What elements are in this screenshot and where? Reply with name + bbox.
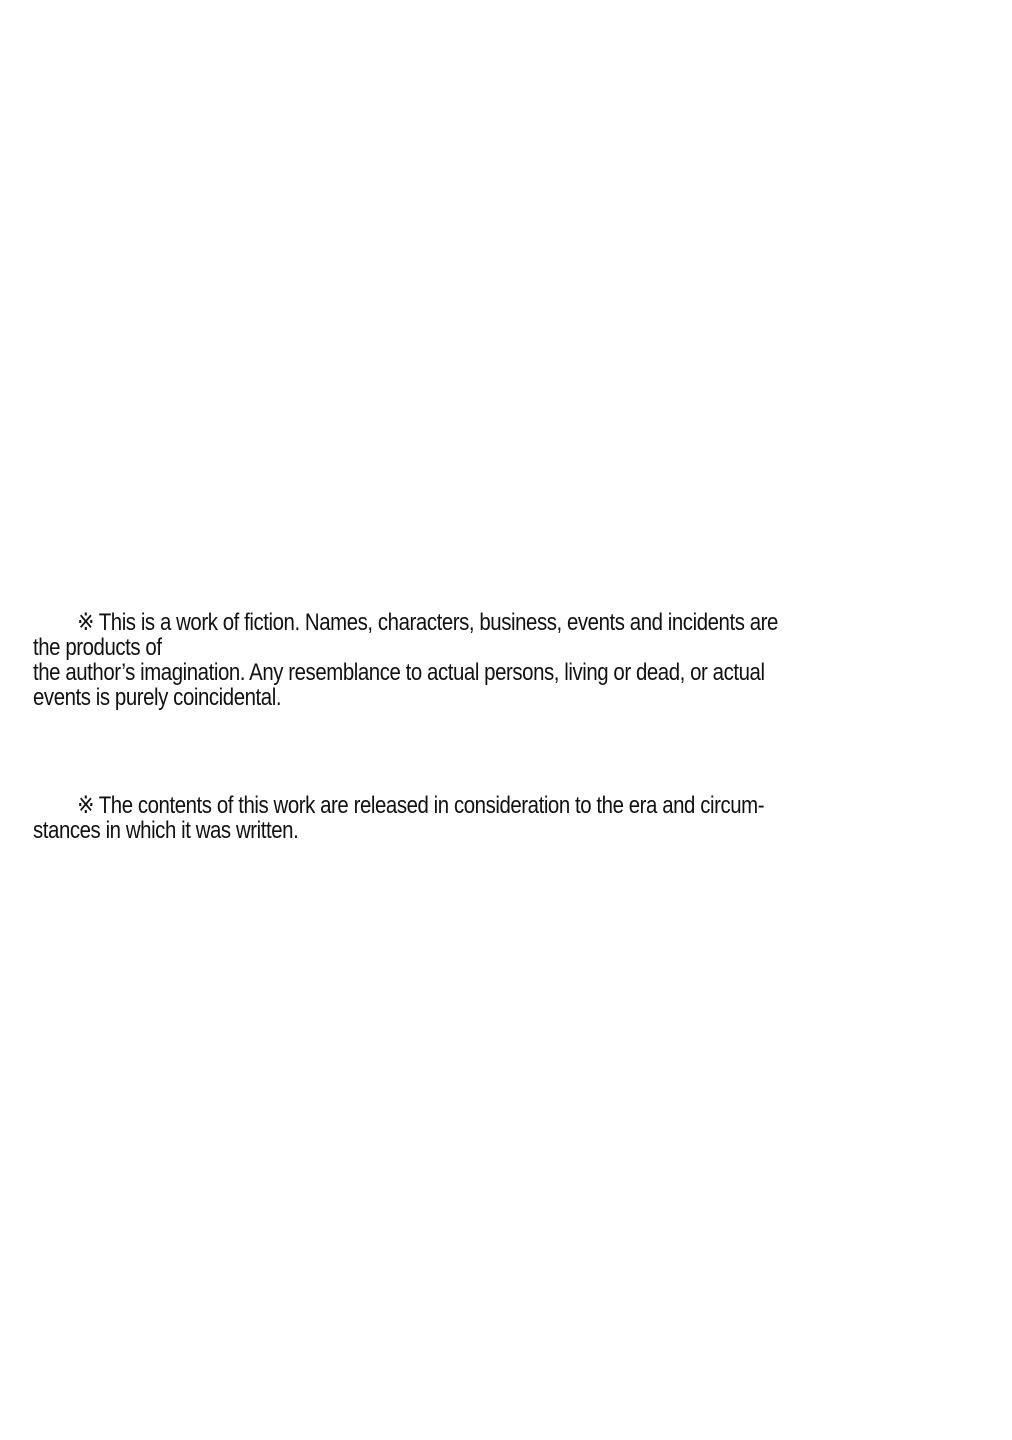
fiction-disclaimer-paragraph [33,610,849,710]
text-line: the author’s imagination. Any resemblance to actual persons, living or dead, or actual [33,659,765,686]
text-line: stances in which it was written. [33,817,299,844]
text-line: events is purely coincidental. [33,684,282,711]
text-line: ※ The contents of this work are released in consideration to the era and circum- [77,792,765,819]
text-line: ※ This is a work of fiction. Names, characters, business, events and incidents are [77,609,778,636]
text-line: the products of [33,634,162,661]
era-disclaimer-paragraph [33,793,849,843]
